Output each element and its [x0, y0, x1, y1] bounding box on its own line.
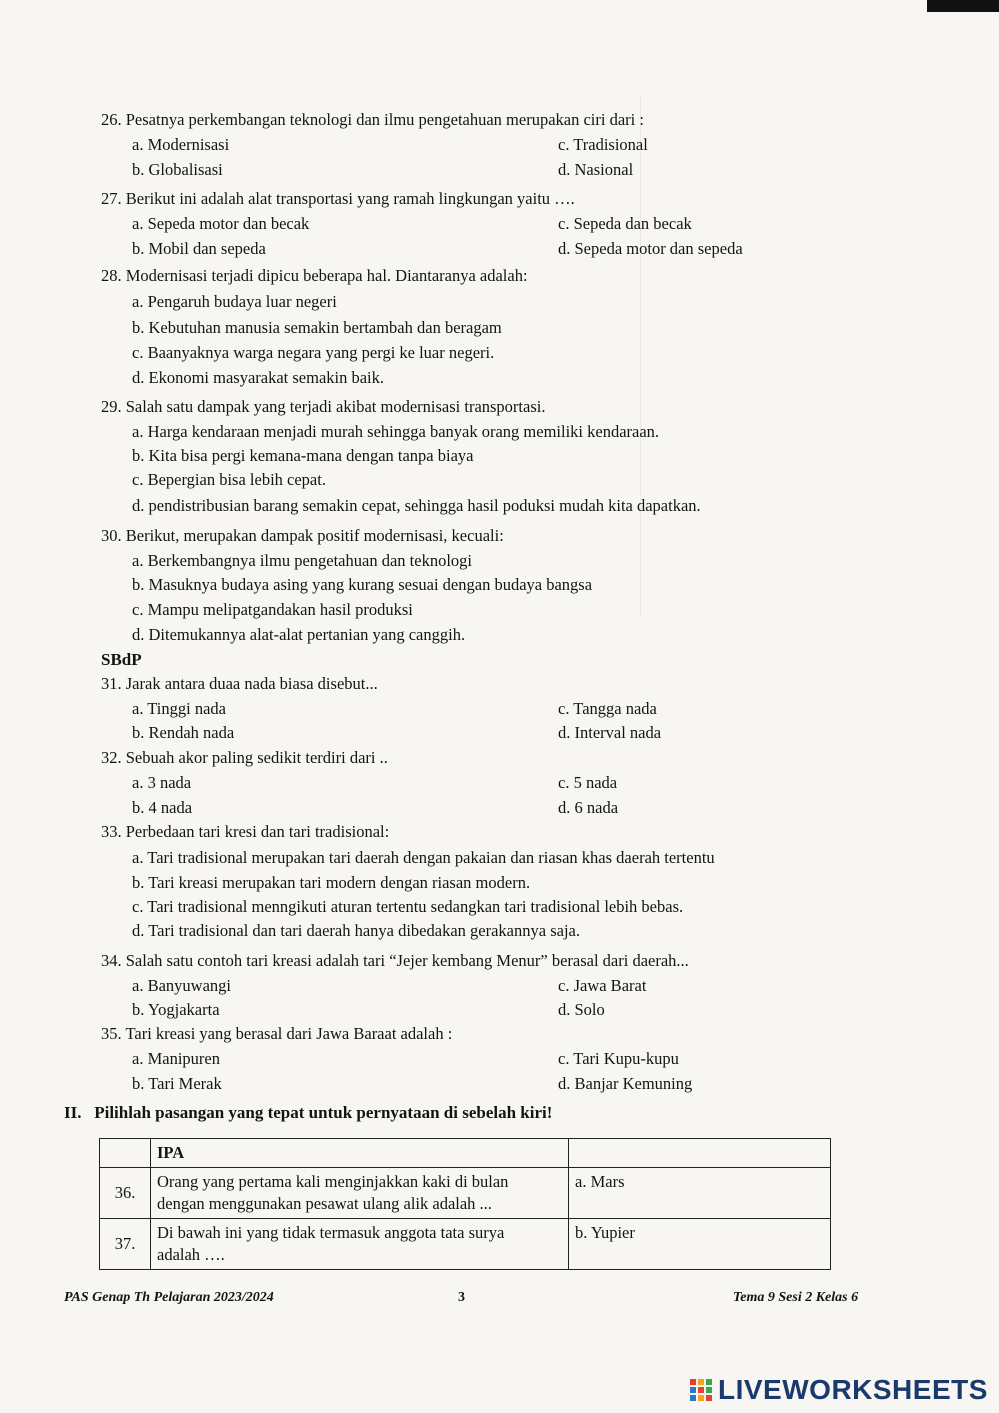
option-b: b. Yogjakarta: [132, 1000, 220, 1019]
option-b: b. Kebutuhan manusia semakin bertambah dan beragam: [132, 318, 502, 337]
section-2-heading: II. Pilihlah pasangan yang tepat untuk pernyataan di sebelah kiri!: [64, 1103, 553, 1122]
question-26: [101, 110, 644, 130]
question-number: 30.: [101, 526, 122, 545]
row-number: 36.: [100, 1168, 151, 1219]
option-c: c. Sepeda dan becak: [558, 214, 692, 233]
option-b: b. Tari Merak: [132, 1074, 222, 1093]
row-answer: b. Yupier: [569, 1219, 831, 1270]
option-b: b. 4 nada: [132, 798, 193, 817]
option-c: c. Bepergian bisa lebih cepat.: [132, 470, 326, 489]
question-number: 31.: [101, 674, 122, 693]
option-a: a. 3 nada: [132, 773, 192, 792]
option-d: d. Ekonomi masyarakat semakin baik.: [132, 368, 385, 387]
statement-line: dengan menggunakan pesawat ulang alik adalah ...: [157, 1194, 492, 1213]
option-a: a. Sepeda motor dan becak: [132, 214, 310, 233]
question-number: 32.: [101, 748, 122, 767]
option-c: c. Baanyaknya warga negara yang pergi ke luar negeri.: [132, 343, 495, 362]
option-b: b. Kita bisa pergi kemana-mana dengan tanpa biaya: [132, 446, 474, 465]
option-b: b. Masuknya budaya asing yang kurang sesuai dengan budaya bangsa: [132, 575, 593, 594]
question-text: Tari kreasi yang berasal dari Jawa Baraat adalah :: [125, 1024, 453, 1043]
row-statement: [151, 1219, 569, 1270]
question-number: 29.: [101, 397, 122, 416]
question-text: Berikut, merupakan dampak positif modernisasi, kecuali:: [125, 526, 504, 545]
question-text: Perbedaan tari kresi dan tari tradisional:: [125, 822, 390, 841]
option-d: d. Tari tradisional dan tari daerah hanya dibedakan gerakannya saja.: [132, 921, 580, 940]
option-b: b. Tari kreasi merupakan tari modern dengan riasan modern.: [132, 873, 531, 892]
option-d: d. 6 nada: [558, 798, 619, 817]
bleed-through-shadow: [640, 95, 851, 615]
row-statement: [151, 1168, 569, 1219]
option-a: a. Pengaruh budaya luar negeri: [132, 292, 337, 311]
question-34: [101, 951, 689, 971]
option-a: a. Banyuwangi: [132, 976, 231, 995]
option-a: a. Berkembangnya ilmu pengetahuan dan teknologi: [132, 551, 472, 570]
option-d: d. Solo: [558, 1000, 605, 1019]
question-number: 26.: [101, 110, 122, 129]
question-35: [101, 1024, 452, 1044]
question-text: Salah satu contoh tari kreasi adalah tari “Jejer kembang Menur” berasal dari daerah...: [125, 951, 689, 970]
table-row: [100, 1219, 831, 1270]
option-a: a. Modernisasi: [132, 135, 230, 154]
statement-line: Orang yang pertama kali menginjakkan kaki di bulan: [157, 1172, 509, 1191]
footer-left: PAS Genap Th Pelajaran 2023/2024: [64, 1290, 274, 1305]
logo-dot: [706, 1395, 712, 1401]
logo-dot: [690, 1395, 696, 1401]
table-cell: [100, 1139, 151, 1168]
footer-right: Tema 9 Sesi 2 Kelas 6: [733, 1290, 859, 1305]
option-a: a. Harga kendaraan menjadi murah sehingga banyak orang memiliki kendaraan.: [132, 422, 660, 441]
logo-text: LIVEWORKSHEETS: [718, 1374, 988, 1405]
question-number: 35.: [101, 1024, 122, 1043]
question-number: 34.: [101, 951, 122, 970]
option-a: a. Manipuren: [132, 1049, 220, 1068]
option-c: c. Tradisional: [558, 135, 648, 154]
option-a: a. Tari tradisional merupakan tari daerah dengan pakaian dan riasan khas daerah tertentu: [132, 848, 715, 867]
question-number: 33.: [101, 822, 122, 841]
table-header-row: [100, 1139, 831, 1168]
question-number: 27.: [101, 189, 122, 208]
statement-line: adalah ….: [157, 1245, 225, 1264]
option-c: c. Tari Kupu-kupu: [558, 1049, 679, 1068]
option-b: b. Globalisasi: [132, 160, 223, 179]
logo-dot: [698, 1379, 704, 1385]
option-b: b. Rendah nada: [132, 723, 235, 742]
option-c: c. Tari tradisional menngikuti aturan tertentu sedangkan tari tradisional lebih bebas.: [132, 897, 684, 916]
question-text: Sebuah akor paling sedikit terdiri dari ..: [125, 748, 388, 767]
statement-line: Di bawah ini yang tidak termasuk anggota tata surya: [157, 1223, 505, 1242]
question-text: Modernisasi terjadi dipicu beberapa hal. Diantaranya adalah:: [125, 266, 528, 285]
table-header-ipa: IPA: [151, 1139, 569, 1168]
table-row: [100, 1168, 831, 1219]
question-28: [101, 266, 528, 286]
question-32: [101, 748, 388, 768]
page-number: 3: [458, 1290, 465, 1305]
question-text: Jarak antara duaa nada biasa disebut...: [125, 674, 378, 693]
option-a: a. Tinggi nada: [132, 699, 226, 718]
row-number: 37.: [100, 1219, 151, 1270]
option-c: c. 5 nada: [558, 773, 618, 792]
question-number: 28.: [101, 266, 122, 285]
option-d: d. pendistribusian barang semakin cepat, sehingga hasil poduksi mudah kita dapatkan.: [132, 496, 701, 515]
liveworksheets-logo: [690, 1374, 988, 1406]
question-30: [101, 526, 504, 546]
option-c: c. Mampu melipatgandakan hasil produksi: [132, 600, 413, 619]
option-c: c. Jawa Barat: [558, 976, 647, 995]
question-31: [101, 674, 378, 694]
option-d: d. Ditemukannya alat-alat pertanian yang canggih.: [132, 625, 466, 644]
option-b: b. Mobil dan sepeda: [132, 239, 266, 258]
subject-heading-sbdp: SBdP: [101, 650, 142, 669]
logo-dot: [698, 1395, 704, 1401]
question-29: [101, 397, 545, 417]
scan-edge: [927, 0, 999, 12]
option-c: c. Tangga nada: [558, 699, 657, 718]
table-cell: [569, 1139, 831, 1168]
option-d: d. Banjar Kemuning: [558, 1074, 693, 1093]
logo-dot: [690, 1379, 696, 1385]
question-text: Berikut ini adalah alat transportasi yang ramah lingkungan yaitu ….: [125, 189, 575, 208]
logo-grid-icon: [690, 1379, 712, 1401]
logo-dot: [690, 1387, 696, 1393]
option-d: d. Interval nada: [558, 723, 662, 742]
logo-dot: [706, 1379, 712, 1385]
question-text: Pesatnya perkembangan teknologi dan ilmu pengetahuan merupakan ciri dari :: [125, 110, 644, 129]
question-27: [101, 189, 575, 209]
option-d: d. Nasional: [558, 160, 634, 179]
option-d: d. Sepeda motor dan sepeda: [558, 239, 743, 258]
question-text: Salah satu dampak yang terjadi akibat modernisasi transportasi.: [125, 397, 546, 416]
logo-dot: [698, 1387, 704, 1393]
question-33: [101, 822, 389, 842]
row-answer: a. Mars: [569, 1168, 831, 1219]
matching-table: [99, 1138, 831, 1270]
logo-dot: [706, 1387, 712, 1393]
